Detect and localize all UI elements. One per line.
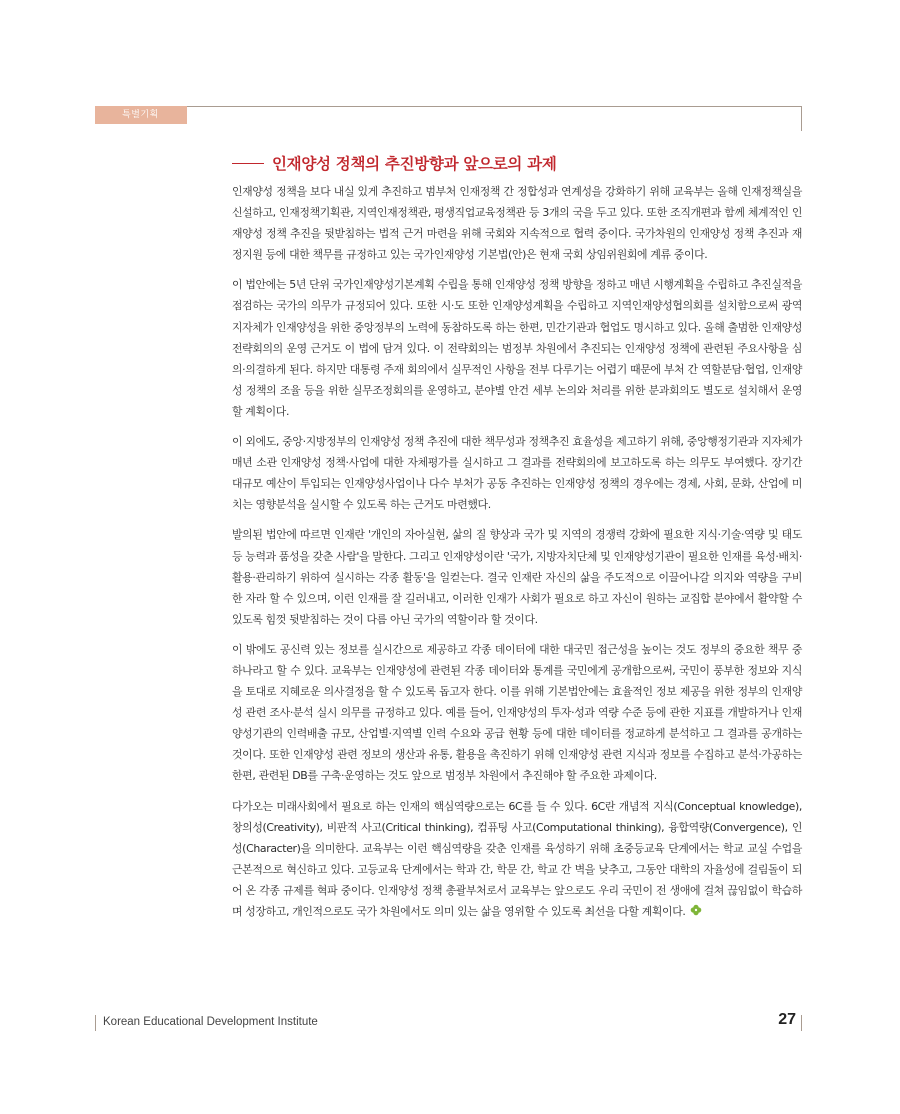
footer-left-rule (95, 1015, 96, 1031)
header-right-rule (801, 106, 802, 131)
article-heading (232, 150, 812, 176)
paragraph: 이 밖에도 공신력 있는 정보를 실시간으로 제공하고 각종 데이터에 대한 대국민 접근성을 높이는 것도 정부의 중요한 책무 중 하나라고 할 수 있다. 교육부는 인재양성에 관련된 각종 데이터와 통계를 국민에게 공개함으로써, 국민이 풍부한 정보와 지식을 토대로 지혜로운 의사결정을 할 수 있도록 돕고자 한다. 이를 위해 기본법안에는 효율적인 정보 제공을 위한 정부의 인재양성 관련 조사·분석 실시 의무를 규정하고 있다. 예를 들어, 인재양성의 투자·성과 역량 수준 등에 관한 지표를 개발하거나 인재양성기관의 인력배출 규모, 산업별·지역별 인력 수요와 공급 현황 등에 대한 데이터를 정교하게 분석하고 그 결과를 공개하는 것이다. 또한 인재양성 관련 정보의 생산과 유통, 활용을 촉진하기 위해 인재양성 관련 지식과 정보를 수집하고 분석·가공하는 한편, 관련된 DB를 구축·운영하는 것도 앞으로 범정부 차원에서 추진해야 할 주요한 과제이다. (232, 642, 802, 783)
paragraph: 인재양성 정책을 보다 내실 있게 추진하고 범부처 인재정책 간 정합성과 연계성을 강화하기 위해 교육부는 올해 인재정책실을 신설하고, 인재정책기획관, 지역인재정책관, 평생직업교육정책관 등 3개의 국을 두고 있다. 또한 조직개편과 함께 체계적인 인재양성 정책 추진을 뒷받침하는 법적 근거 마련을 위해 국회와 지속적으로 협력 중이다. 국가차원의 인재양성 정책 추진과 재정지원 등에 대한 책무를 규정하고 있는 국가인재양성 기본법(안)은 현재 국회 상임위원회에 계류 중이다. (232, 185, 802, 262)
paragraph: 이 외에도, 중앙·지방정부의 인재양성 정책 추진에 대한 책무성과 정책추진 효율성을 제고하기 위해, 중앙행정기관과 지자체가 매년 소관 인재양성 정책·사업에 대한 자체평가를 실시하고 그 결과를 전략회의에 보고하도록 하는 의무도 부여했다. 장기간 대규모 예산이 투입되는 인재양성사업이나 다수 부처가 공동 추진하는 인재양성 정책의 경우에는 경제, 사회, 문화, 산업에 미치는 영향분석을 실시할 수 있도록 하는 근거도 마련했다. (232, 435, 802, 512)
paragraph-text: 다가오는 미래사회에서 필요로 하는 인재의 핵심역량으로는 6C를 들 수 있다. 6C란 개념적 지식(Conceptual knowledge), 창의성(Creativity), 비판적 사고(Critical thinking), 컴퓨팅 사고(Computational thinking), 융합역량(Convergence), 인성(Character)을 의미한다. 교육부는 이런 핵심역량을 갖춘 인재를 육성하기 위해 초중등교육 단계에서는 학교 교실 수업을 근본적으로 혁신하고 있다. 고등교육 단계에서는 학과 간, 학문 간, 학교 간 벽을 낮추고, 그동안 대학의 자율성에 걸림돌이 되어 온 각종 규제를 혁파 중이다. 인재양성 정책 총괄부처로서 교육부는 앞으로도 우리 국민이 전 생애에 걸쳐 끊임없이 학습하며 성장하고, 개인적으로도 국가 차원에서도 의미 있는 삶을 영위할 수 있도록 최선을 다할 계획이다. (232, 799, 802, 918)
paragraph: 발의된 법안에 따르면 인재란 '개인의 자아실현, 삶의 질 향상과 국가 및 지역의 경쟁력 강화에 필요한 지식·기술·역량 및 태도 등 능력과 품성을 갖춘 사람'을 말한다. 그리고 인재양성이란 '국가, 지방자치단체 및 인재양성기관이 필요한 인재를 육성·배치·활용·관리하기 위하여 실시하는 각종 활동'을 일컫는다. 결국 인재란 자신의 삶을 주도적으로 이끌어나갈 의지와 역량을 구비한 자라 할 수 있으며, 이런 인재를 잘 길러내고, 이러한 인재가 사회가 필요로 하고 자신이 원하는 교집합 분야에서 활약할 수 있도록 힘껏 뒷받침하는 것이 다름 아닌 국가의 역할이라 할 것이다. (232, 528, 802, 626)
footer-institution: Korean Educational Development Institute (103, 1016, 318, 1028)
page-number: 27 (778, 1011, 796, 1028)
clover-icon (690, 904, 702, 916)
paragraph: 이 법안에는 5년 단위 국가인재양성기본계획 수립을 통해 인재양성 정책 방향을 정하고 매년 시행계획을 수립하고 추진실적을 점검하는 국가의 의무가 규정되어 있다. 또한 시·도 또한 인재양성계획을 수립하고 지역인재양성협의회를 설치함으로써 광역지자체가 인재양성을 위한 중앙정부의 노력에 동참하도록 하는 한편, 민간기관과 협업도 명시하고 있다. 올해 출범한 인재양성전략회의의 운영 근거도 이 법에 담겨 있다. 이 전략회의는 범정부 차원에서 추진되는 인재양성 정책에 관련된 주요사항을 심의·의결하게 된다. 하지만 대통령 주재 회의에서 실무적인 사항을 전부 다루기는 어렵기 때문에 부처 간 역할분담·협업, 인재양성 정책의 조율 등을 위한 실무조정회의를 운영하고, 분야별 안건 세부 논의와 처리를 위한 분과회의도 별도로 설치해서 운영할 계획이다. (232, 278, 802, 418)
article-body (232, 181, 802, 931)
title-dash-decoration (232, 163, 264, 164)
header-rule (95, 106, 802, 107)
article-title: 인재양성 정책의 추진방향과 앞으로의 과제 (272, 155, 557, 173)
footer-right-rule (801, 1015, 802, 1031)
section-tag: 특별기획 (95, 106, 187, 124)
last-paragraph (232, 796, 802, 923)
